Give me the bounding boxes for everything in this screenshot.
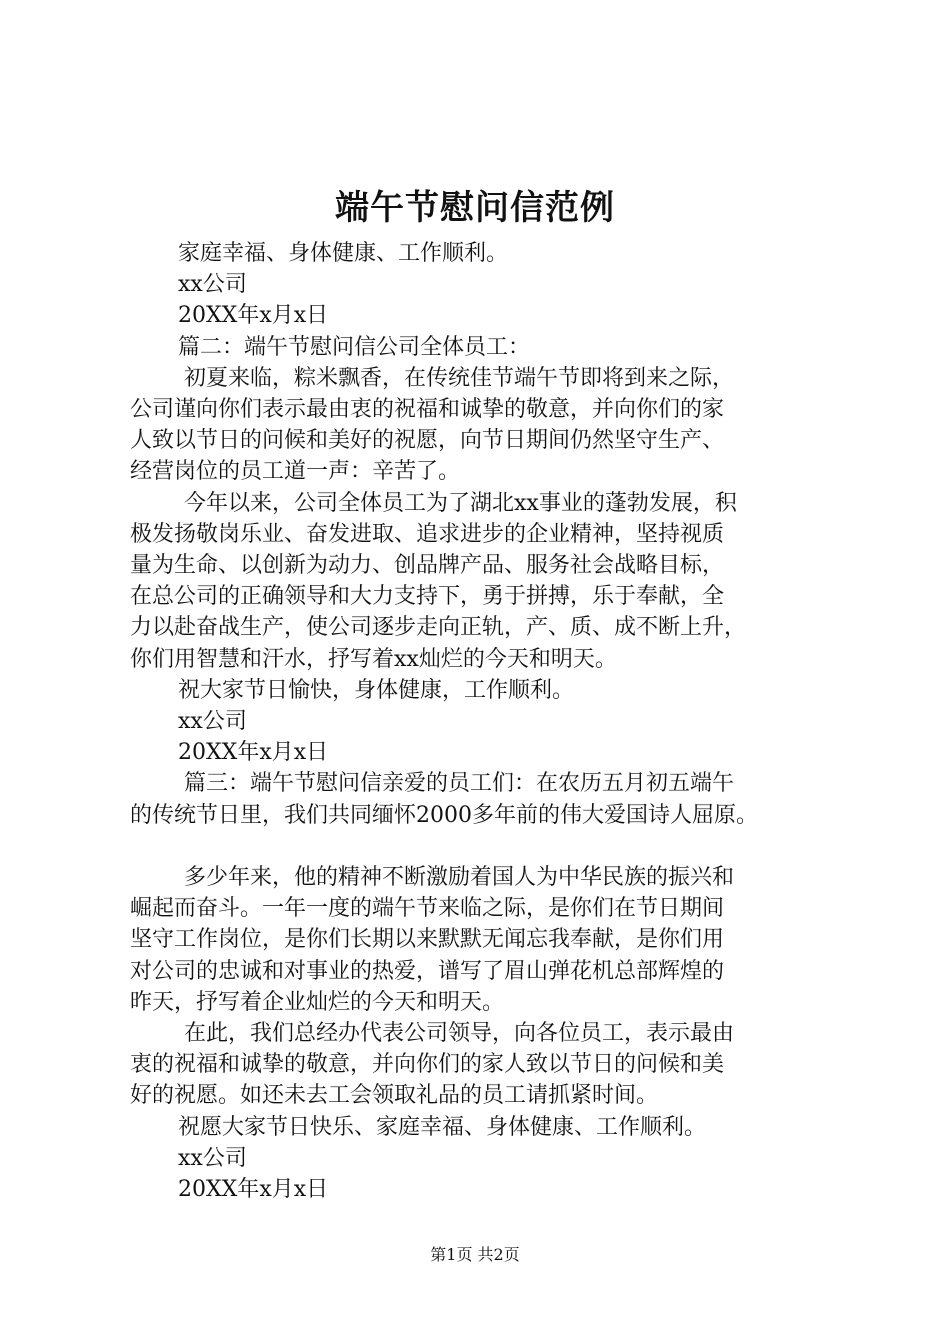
paragraph-line: 量为生命、以创新为动力、创品牌产品、服务社会战略目标， bbox=[130, 553, 725, 579]
document-title: 端午节慰问信范例 bbox=[335, 188, 615, 228]
paragraph-line: 坚守工作岗位，是你们长期以来默默无闻忘我奉献，是你们用 bbox=[130, 927, 725, 953]
paragraph-line: 初夏来临，粽米飘香，在传统佳节端午节即将到来之际， bbox=[184, 365, 735, 391]
paragraph-line: 昨天，抒写着企业灿烂的今天和明天。 bbox=[130, 989, 505, 1015]
paragraph-line: 今年以来，公司全体员工为了湖北xx事业的蓬勃发展，积 bbox=[184, 490, 737, 516]
blank-line bbox=[130, 831, 845, 862]
paragraph-line: 人致以节日的问候和美好的祝愿，向节日期间仍然坚守生产、 bbox=[130, 428, 725, 454]
section-heading: 篇二：端午节慰问信公司全体员工： bbox=[178, 334, 531, 360]
signature-date: 20XX年x月x日 bbox=[178, 740, 329, 766]
paragraph-line: 在总公司的正确领导和大力支持下，勇于拼搏，乐于奉献，全 bbox=[130, 584, 725, 610]
paragraph-line: 公司谨向你们表示最由衷的祝福和诚挚的敬意，并向你们的家 bbox=[130, 397, 725, 423]
paragraph-line: 你们用智慧和汗水，抒写着xx灿烂的今天和明天。 bbox=[130, 646, 617, 672]
paragraph-line: 经营岗位的员工道一声：辛苦了。 bbox=[130, 459, 461, 485]
paragraph-line: 崛起而奋斗。一年一度的端午节来临之际，是你们在节日期间 bbox=[130, 896, 725, 922]
closing-line: 家庭幸福、身体健康、工作顺利。 bbox=[178, 241, 509, 266]
paragraph-line: 对公司的忠诚和对事业的热爱，谱写了眉山弹花机总部辉煌的 bbox=[130, 958, 725, 984]
paragraph-line: 好的祝愿。如还未去工会领取礼品的员工请抓紧时间。 bbox=[130, 1083, 659, 1109]
paragraph-line: 多少年来，他的精神不断激励着国人为中华民族的振兴和 bbox=[184, 865, 735, 891]
signature-date: 20XX年x月x日 bbox=[178, 303, 329, 329]
section-heading: 篇三：端午节慰问信亲爱的员工们：在农历五月初五端午 bbox=[184, 771, 735, 797]
page-number: 第1页 共2页 bbox=[430, 1245, 520, 1264]
paragraph-line: 力以赴奋战生产，使公司逐步走向正轨，产、质、成不断上升， bbox=[130, 615, 747, 641]
signature-date: 20XX年x月x日 bbox=[178, 1177, 329, 1203]
closing-line: 祝愿大家节日快乐、家庭幸福、身体健康、工作顺利。 bbox=[178, 1114, 707, 1140]
closing-line: 祝大家节日愉快，身体健康，工作顺利。 bbox=[178, 677, 575, 703]
signature-company: xx公司 bbox=[178, 272, 247, 298]
document-body bbox=[130, 238, 845, 1205]
signature-company: xx公司 bbox=[178, 709, 247, 735]
paragraph-line: 的传统节日里，我们共同缅怀2000多年前的伟大爱国诗人屈原。 bbox=[130, 802, 758, 828]
paragraph-line: 在此，我们总经办代表公司领导，向各位员工，表示最由 bbox=[184, 1021, 735, 1047]
signature-company: xx公司 bbox=[178, 1145, 247, 1171]
paragraph-line: 极发扬敬岗乐业、奋发进取、追求进步的企业精神，坚持视质 bbox=[130, 521, 725, 547]
paragraph-line: 衷的祝福和诚挚的敬意，并向你们的家人致以节日的问候和美 bbox=[130, 1052, 725, 1078]
